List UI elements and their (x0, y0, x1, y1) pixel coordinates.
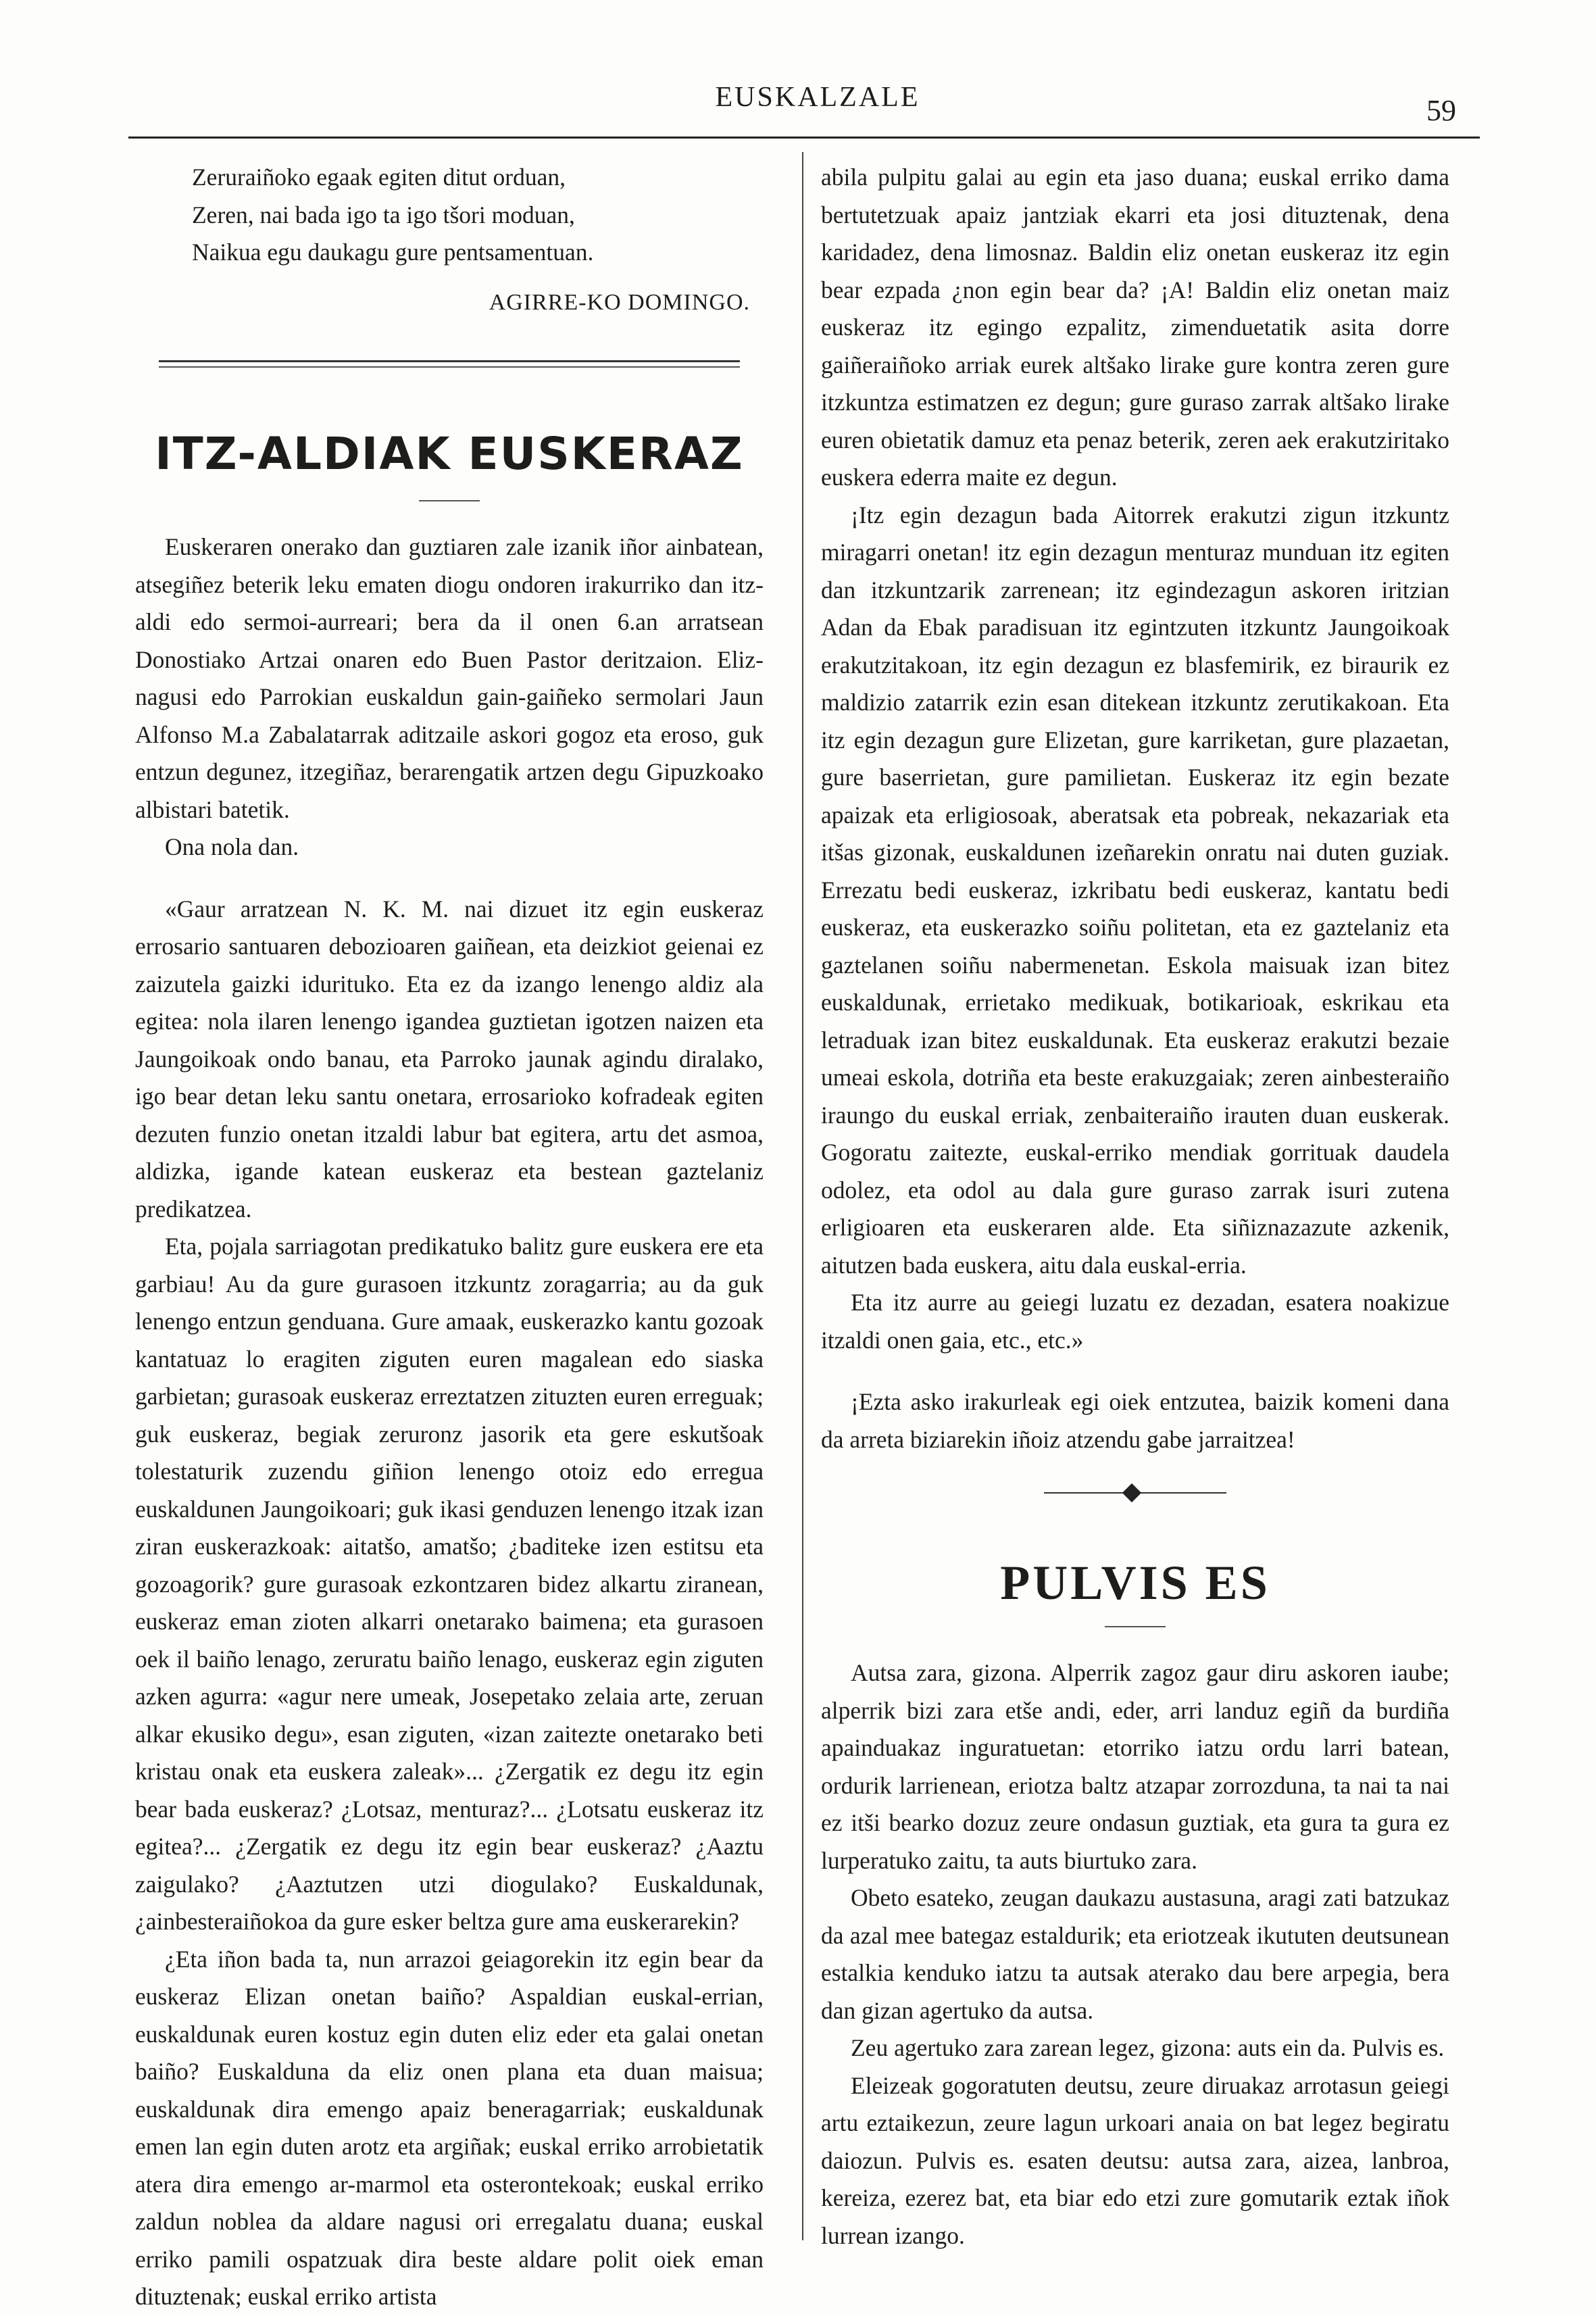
page-number: 59 (1426, 94, 1456, 127)
article-paragraph: Eta, pojala sarriagotan predikatuko balitz gure euskera ere eta garbiau! Au da gure gurasoen itzkuntz zoragarria; au da guk lenengo entzun genduana. Gure amaak, euskerazko kantu gozoak kantatuaz lo eragiten ziguten euren magalean edo siaska garbietan; gurasoak euskeraz erreztatzen zituzten euren erreguak; guk euskeraz, begiak zeruronz jasorik eta gere eskutšoak tolestaturik zuzendu giñion lenengo otoiz edo erregua euskaldunen Jaungoikoari; guk ikasi genduzen lenengo itzak izan ziran euskerazkoak: aitatšo, amatšo; ¿baditeke izen estitsu eta gozoagorik? gure gurasoak ezkontzaren bidez alkartu ziranean, euskeraz eman zioten alkarri onetarako baimena; eta gurasoen oek il baiño lenago, zeruratu baiño lenago, euskeraz egin ziguten azken agurra: «agur nere umeak, Josepetako zelaia arte, zeruan alkar ekusiko degu», esan ziguten, «izan zaitezte onetarako beti kristau onak eta euskera zaleak»... ¿Zergatik ez degu itz egin bear bada euskeraz? ¿Lotsaz, menturaz?... ¿Lotsatu euskeraz itz egitea?... ¿Zergatik ez degu itz egin bear euskeraz? ¿Aaztu zaigulako? ¿Aaztutzen utzi diogulako? Euskaldunak, ¿ainbesteraiñokoa da gure esker beltza gure ama euskerarekin? (135, 1233, 764, 1935)
title-underline (419, 500, 480, 501)
section-rule-thin (159, 366, 740, 368)
header-rule (128, 137, 1480, 139)
poem-line: Naikua egu daukagu gure pentsamentuan. (192, 239, 594, 266)
pulvis-title: PULVIS ES (1000, 1556, 1270, 1610)
article-paragraph: ¿Eta iñon bada ta, nun arrazoi geiagorekin itz egin bear da euskeraz Elizan onetan baiño? Aspaldian euskal-errian, euskaldunak euren kostuz egin duten eliz eder eta galai onetan baiño? Euskalduna da eliz onen plana eta duan maisua; euskaldunak dira emengo apaiz beneragarriak; euskaldunak emen lan egin duten arotz eta argiñak; euskal erriko arrobietatik atera dira emengo ar-marmol eta osterontekoak; euskal erriko zaldun noblea da aldare nagusi ori erregalatu duana; euskal erriko pamili ospatzuak dira beste aldare polit oiek eman dituztenak; euskal erriko artista (135, 1945, 764, 2310)
title-underline (1105, 1626, 1166, 1627)
column-divider (802, 152, 803, 2240)
paragraph-gap (821, 1359, 1449, 1383)
pulvis-paragraph: Eleizeak gogoratuten deutsu, zeure diruakaz arrotasun geiegi artu eztaikezun, zeure lagun urkoari anaia on bat legez begiratu daiozun. Pulvis es. esaten deutsu: autsa zara, aizea, lanbroa, kereiza, ezerez bat, eta biar edo etzi zure gomutarik eztak iñok lurrean izango. (821, 2071, 1449, 2249)
poem-signature: AGIRRE-KO DOMINGO. (489, 289, 750, 315)
pulvis-paragraph: Zeu agertuko zara zarean legez, gizona: auts ein da. Pulvis es. (851, 2034, 1445, 2061)
article-paragraph: «Gaur arratzean N. K. M. nai dizuet itz egin euskeraz errosario santuaren debozioaren gaiñean, eta deizkiot geienai ez zaizutela gaizki idurituko. Eta ez da izango lenengo aldiz ala egitea: nola ilaren lenengo igandea guztietan igotzen naizen eta Jaungoikoak ondo banau, eta Parroko jaunak agindu diralako, igo bear detan leku santu onetara, errosarioko kofradeak egiten dezuten funzio onetan itzaldi labur bat egitera, artu det asmoa, aldizka, igande katean euskeraz eta bestean gaztelaniz predikatzea. (135, 895, 764, 1223)
article-paragraph: ¡Ezta asko irakurleak egi oiek entzutea, baizik komeni dana da arreta biziarekin iñoiz atzendu gabe jarraitzea! (821, 1388, 1449, 1453)
section-rule (159, 360, 740, 362)
article-paragraph: abila pulpitu galai au egin eta jaso duana; euskal erriko dama bertutetzuak apaiz jantziak ekarri eta josi dituztenak, dena karidadez, dena limosnaz. Baldin eliz onetan euskeraz itz egin bear ezpada ¿non egin bear da? ¡A! Baldin eliz onetan maiz euskeraz itz egingo ezpalitz, zimenduetatik asita dorre gaiñeraiñoko arriak eurek altšako lirake gure kontra zeren gure itzkuntza estimatzen ez degun; gure guraso zarrak altšako lirake euren obietatik damuz eta penaz beterik, zeren aek erakutziritako euskera ederra maite ez degun. (821, 164, 1449, 491)
right-column (821, 159, 1449, 2255)
article-title: ITZ-ALDIAK EUSKERAZ (155, 428, 744, 480)
article-paragraph: Euskeraren onerako dan guztiaren zale izanik iñor ainbatean, atsegiñez beterik leku ematen diogu ondoren irakurriko dan itz-aldi edo sermoi-aurreari; bera da il onen 6.an arratsean Donostiako Artzai onaren edo Buen Pastor deritzaion. Eliz-nagusi edo Parrokian euskaldun gain-gaiñeko sermolari Jaun Alfonso M.a Zabalatarrak aditzaile askori gogoz eta eroso, guk entzun degunez, itzegiñaz, berarengatik artzen degu Gipuzkoako albistari batetik. (135, 533, 764, 823)
diamond-icon (1122, 1483, 1141, 1502)
running-title: EUSKALZALE (715, 82, 920, 113)
article-paragraph: ¡Itz egin dezagun bada Aitorrek erakutzi zigun itzkuntz miragarri onetan! itz egin dezagun menturaz munduan itz egiten dan itzkuntzarik zarrenean; itz egindezagun askoren iritzian Adan da Ebak paradisuan itz egintzuten itzkuntz Jaungoikoak erakutzitakoan, itz egin dezagun ez blasfemirik, ez biraurik ez maldizio zatarrik ezin esan ditekean itzkuntz zerutikakoan. Eta itz egin dezagun gure Elizetan, gure karriketan, gure plazaetan, gure baserrietan, gure pamilietan. Euskeraz itz egin bezate apaizak eta erligiosoak, aberatsak eta pobreak, nekazariak eta itšas gizonak, euskaldunen izeñarekin onratu nai duten guziak. Errezatu bedi euskeraz, izkribatu bedi euskeraz, kantatu bedi euskeraz, eta euskerazko soiñu politetan, eta ez gaztelaniz eta gaztelanen soiñu nabermenetan. Eskola maisuak izan bitez euskaldunak, errietako medikuak, botikarioak, eskrikau eta letraduak izan bitez euskaldunak. Eta euskeraz erakutzi bezaie umeai eskola, dotriña eta beste erakuzgaiak; zeren ainbesteraiño iraungo du euskal erriak, zenbaiteraiño irauten duan euskerak. Gogoratu zaitezte, euskal-erriko mendiak gorrituak daudela odolez, eta odol au dala gure guraso zarrak isuri zutena erligioaren eta euskeraren alde. Eta siñiznazazute azkenik, aitutzen bada euskera, aitu dala euskal-erria. (821, 501, 1449, 1279)
paragraph-gap (135, 866, 764, 891)
poem (135, 159, 764, 272)
page-header (128, 81, 1480, 142)
pulvis-paragraph: Autsa zara, gizona. Alperrik zagoz gaur diru askoren iaube; alperrik bizi zara etše andi, eder, arri landuz egiñ da burdiña apainduakaz inguratuetan: etorriko iatzu ordu larri batean, ordurik larrienean, eriotza baltz atzapar zorrozduna, ta nai ta nai ez itši bearko dozuz zeure ondasun guztiak, eta gura ta gura ez lurperatuko zaitu, ta auts biurtuko zara. (821, 1659, 1449, 1874)
left-column (135, 159, 764, 2316)
ornament-divider (821, 1473, 1449, 1514)
pulvis-paragraph: Obeto esateko, zeugan daukazu austasuna, aragi zati batzukaz da azal mee bategaz estaldurik; eta eriotzeak ikututen deutsunean estalkia kenduko iatzu ta autsak aterako dau bere arpegia, bera dan gizan agertuko da autsa. (821, 1884, 1449, 2024)
poem-line: Zeruraiñoko egaak egiten ditut orduan, (192, 164, 566, 191)
article-paragraph: Ona nola dan. (165, 833, 299, 860)
article-paragraph: Eta itz aurre au geiegi luzatu ez dezadan, esatera noakizue itzaldi onen gaia, etc., etc.» (821, 1289, 1449, 1354)
poem-line: Zeren, nai bada igo ta igo tšori moduan, (192, 201, 575, 228)
